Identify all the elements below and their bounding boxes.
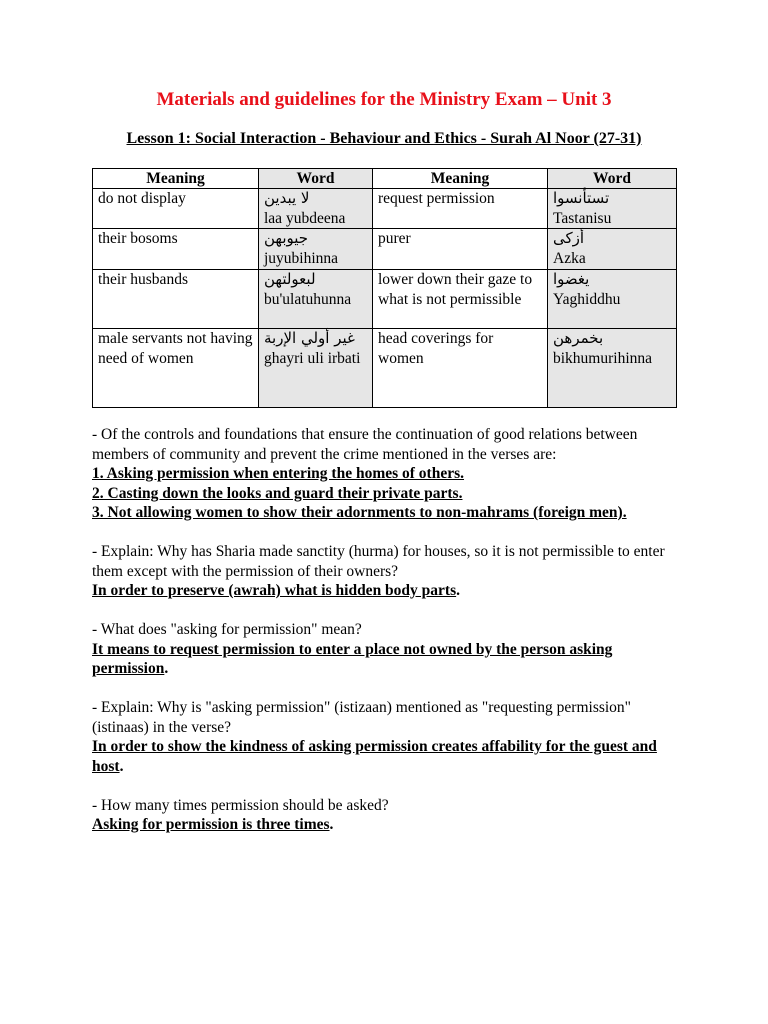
arabic-word: لا يبدين (264, 189, 310, 207)
table-row (93, 189, 677, 229)
answer-line (92, 815, 682, 835)
body-text (92, 425, 682, 835)
transliteration: juyubihinna (264, 250, 339, 268)
answer-line (92, 640, 682, 679)
question: - Explain: Why has Sharia made sanctity (hurma) for houses, so it is not permissible to enter them except with the permission of their owners? (92, 543, 665, 580)
arabic-word: لبعولتهن (264, 269, 316, 288)
meaning-cell: head coverings for women (373, 328, 548, 407)
arabic-word: بخمرهن (553, 328, 604, 347)
transliteration: Tastanisu (553, 209, 612, 227)
arabic-word: تستأنسوا (553, 189, 610, 207)
arabic-word: جيوبهن (264, 229, 309, 248)
header-word: Word (548, 169, 677, 189)
meaning-cell: request permission (373, 189, 548, 229)
answer: 1. Asking permission when entering the homes of others. (92, 465, 465, 482)
word-cell (259, 328, 373, 407)
answer: Asking for permission is three times (92, 816, 330, 833)
transliteration: Azka (553, 250, 586, 268)
header-meaning: Meaning (93, 169, 259, 189)
transliteration: bikhumurihinna (553, 349, 653, 367)
meaning-cell: purer (373, 229, 548, 269)
answer-line (92, 737, 682, 776)
answer: 3. Not allowing women to show their adornments to non-mahrams (foreign men). (92, 504, 627, 521)
arabic-word: يغضوا (553, 269, 590, 288)
answer: In order to preserve (awrah) what is hidden body parts (92, 582, 457, 599)
word-cell (548, 328, 677, 407)
answer-line (92, 581, 682, 601)
question: - Explain: Why is "asking permission" (istizaan) mentioned as "requesting permission" (istinaas) in the verse? (92, 699, 632, 736)
question: - Of the controls and foundations that ensure the continuation of good relations between members of community and prevent the crime mentioned in the verses are: (92, 426, 638, 463)
arabic-word: أزكى (553, 229, 585, 248)
period: . (164, 660, 169, 677)
header-meaning: Meaning (373, 169, 548, 189)
word-cell (548, 229, 677, 269)
table-header-row (93, 169, 677, 189)
vocabulary-table (92, 168, 677, 408)
transliteration: laa yubdeena (264, 209, 346, 227)
meaning-cell: do not display (93, 189, 259, 229)
transliteration: bu'ulatuhunna (264, 290, 352, 308)
meaning-cell: their bosoms (93, 229, 259, 269)
answer: It means to request permission to enter a place not owned by the person asking permission (92, 640, 613, 677)
meaning-cell: their husbands (93, 269, 259, 328)
table-row (93, 328, 677, 407)
transliteration: Yaghiddhu (553, 290, 621, 308)
answer: 2. Casting down the looks and guard their private parts. (92, 484, 463, 502)
period: . (329, 816, 334, 833)
word-cell (259, 269, 373, 328)
word-cell (259, 189, 373, 229)
lesson-heading: Lesson 1: Social Interaction - Behaviour and Ethics - Surah Al Noor (27-31) (126, 130, 642, 147)
word-cell (548, 189, 677, 229)
transliteration: ghayri uli irbati (264, 349, 361, 367)
arabic-word: غير أولي الإربة (264, 328, 355, 347)
table-row (93, 269, 677, 328)
header-word: Word (259, 169, 373, 189)
meaning-cell: lower down their gaze to what is not permissible (373, 269, 548, 328)
word-cell (548, 269, 677, 328)
question: - What does "asking for permission" mean? (92, 621, 362, 638)
answer: In order to show the kindness of asking permission creates affability for the guest and host (92, 738, 657, 775)
meaning-cell: male servants not having need of women (93, 328, 259, 407)
table-row (93, 229, 677, 269)
page-title: Materials and guidelines for the Ministry Exam – Unit 3 (156, 89, 612, 110)
word-cell (259, 229, 373, 269)
period: . (456, 582, 460, 599)
question: - How many times permission should be asked? (92, 796, 389, 814)
period: . (119, 757, 124, 775)
